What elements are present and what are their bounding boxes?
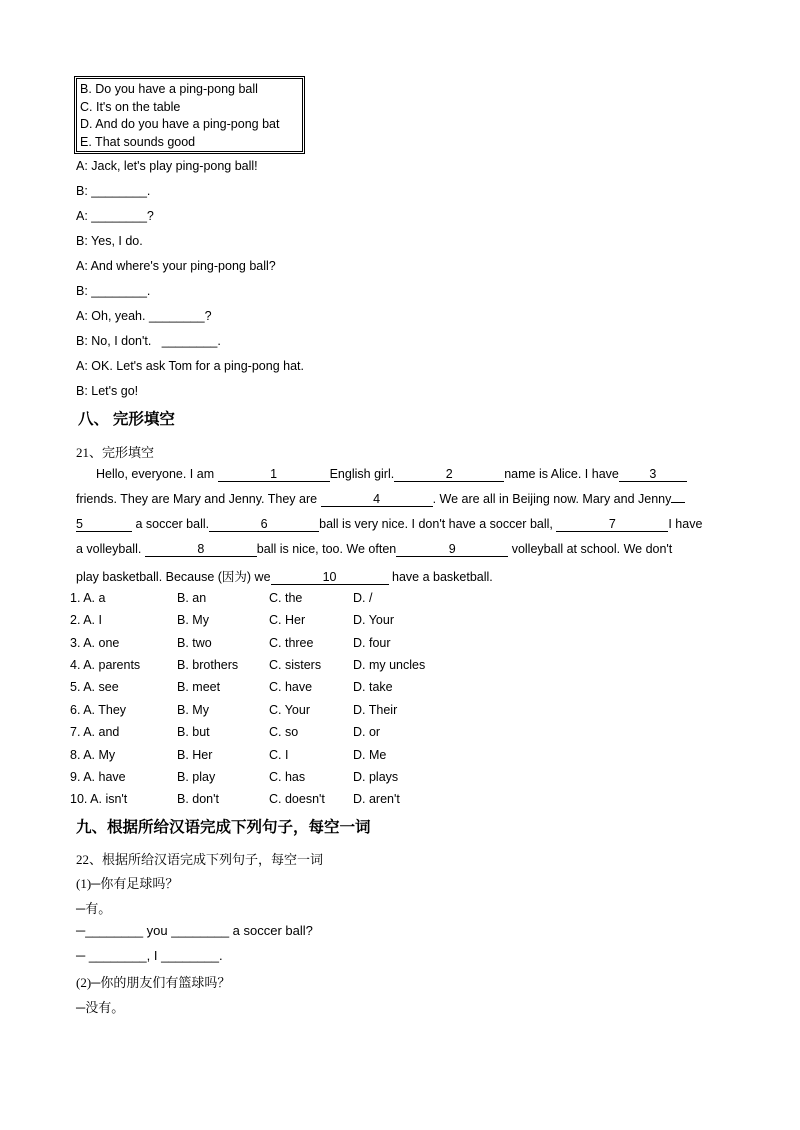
choice-row — [70, 725, 590, 743]
choice-d: D. my uncles — [353, 658, 426, 672]
dialogue-line: A: OK. Let's ask Tom for a ping-pong hat. — [76, 359, 304, 373]
choice-d: D. aren't — [353, 792, 400, 806]
choice-a: 2. A. I — [70, 613, 102, 627]
choice-b: B. brothers — [177, 658, 239, 672]
dialogue-line: B: ________. — [76, 184, 151, 198]
choice-row — [70, 591, 590, 609]
choice-d: D. plays — [353, 770, 399, 784]
choice-c: C. have — [269, 680, 313, 694]
choice-b: B. play — [177, 770, 216, 784]
dialogue-line: A: Jack, let's play ping-pong ball! — [76, 159, 258, 173]
choice-c: C. Her — [269, 613, 306, 627]
choice-row — [70, 680, 590, 698]
blank: 1 — [218, 467, 330, 482]
choice-d: D. or — [353, 725, 381, 739]
dialogue-line: B: ________. — [76, 284, 151, 298]
blank: 10 — [271, 570, 389, 585]
choice-row — [70, 792, 590, 810]
choice-c: C. Your — [269, 703, 311, 717]
choice-c: C. doesn't — [269, 792, 325, 806]
choice-a: 9. A. have — [70, 770, 126, 784]
choice-a: 4. A. parents — [70, 658, 141, 672]
choice-d: D. four — [353, 636, 391, 650]
blank: 2 — [394, 467, 504, 482]
option-c: C. It's on the table — [80, 99, 181, 114]
choice-c: C. has — [269, 770, 306, 784]
choice-row — [70, 770, 590, 788]
blank: 6 — [209, 517, 319, 532]
blank: 7 — [556, 517, 668, 532]
blank: 4 — [321, 492, 433, 507]
question-line: (2)─你的朋友们有篮球吗？ — [76, 975, 231, 990]
dialogue-line: A: And where's your ping-pong ball? — [76, 259, 276, 273]
section-title: 九、根据所给汉语完成下列句子，每空一词 — [76, 819, 371, 836]
blank — [671, 502, 685, 503]
passage-line: friends. They are Mary and Jenny. They are 4 . We are all in Beijing now. Mary and Jenny — [76, 492, 726, 507]
question-title: 22、根据所给汉语完成下列句子，每空一词 — [76, 852, 324, 867]
choice-b: B. My — [177, 613, 209, 627]
choice-a: 5. A. see — [70, 680, 119, 694]
choice-c: C. sisters — [269, 658, 322, 672]
choice-row — [70, 658, 590, 676]
passage-line: 5 a soccer ball. 6 ball is very nice. I don't have a soccer ball, 7 I have — [76, 517, 703, 531]
choice-row — [70, 748, 590, 766]
option-e: E. That sounds good — [80, 134, 196, 149]
choice-d: D. Their — [353, 703, 398, 717]
choice-c: C. I — [269, 748, 289, 762]
dialogue-line: A: ________? — [76, 209, 154, 223]
question-line: ─________ you ________ a soccer ball? — [76, 923, 313, 938]
choice-row — [70, 613, 590, 631]
choice-a: 8. A. My — [70, 748, 116, 762]
dialogue-line: B: No, I don't. ________. — [76, 334, 221, 348]
question-line: (1)─你有足球吗？ — [76, 876, 179, 891]
passage-line: Hello, everyone. I am 1 English girl. 2 name is Alice. I have 3 — [96, 467, 746, 482]
option-b: B. Do you have a ping-pong ball — [80, 82, 258, 96]
choice-a: 3. A. one — [70, 636, 120, 650]
dialogue-line: B: Let's go! — [76, 384, 139, 398]
question-line: ─没有。 — [76, 1000, 125, 1015]
choice-d: D. Me — [353, 748, 387, 762]
choice-b: B. two — [177, 636, 212, 650]
blank: 8 — [145, 542, 257, 557]
choice-b: B. My — [177, 703, 209, 717]
dialogue-line: B: Yes, I do. — [76, 234, 143, 248]
choice-b: B. but — [177, 725, 210, 739]
choice-b: B. don't — [177, 792, 219, 806]
blank: 5 — [76, 517, 132, 532]
choice-b: B. an — [177, 591, 207, 605]
question-line: ─有。 — [76, 901, 112, 916]
question-title: 21、完形填空 — [76, 445, 155, 460]
choice-row — [70, 703, 590, 721]
choice-c: C. three — [269, 636, 314, 650]
choice-b: B. meet — [177, 680, 221, 694]
choice-row — [70, 636, 590, 654]
section-title: 八、 完形填空 — [78, 411, 175, 428]
question-line: ─ ________, I ________. — [76, 948, 223, 963]
choice-d: D. take — [353, 680, 393, 694]
dialogue-line: A: Oh, yeah. ________? — [76, 309, 212, 323]
choice-a: 10. A. isn't — [70, 792, 128, 806]
choice-c: C. the — [269, 591, 303, 605]
choice-d: D. Your — [353, 613, 395, 627]
option-d: D. And do you have a ping-pong bat — [80, 117, 280, 131]
choice-a: 1. A. a — [70, 591, 106, 605]
blank: 9 — [396, 542, 508, 557]
choice-a: 7. A. and — [70, 725, 120, 739]
choice-d: D. / — [353, 591, 373, 605]
blank: 3 — [619, 467, 687, 482]
choice-c: C. so — [269, 725, 299, 739]
passage-line: play basketball. Because (因为) we 10 have a basketball. — [76, 570, 493, 584]
option-box — [74, 76, 305, 154]
choice-a: 6. A. They — [70, 703, 127, 717]
passage-line: a volleyball. 8 ball is nice, too. We often 9 volleyball at school. We don't — [76, 542, 673, 556]
choice-b: B. Her — [177, 748, 213, 762]
